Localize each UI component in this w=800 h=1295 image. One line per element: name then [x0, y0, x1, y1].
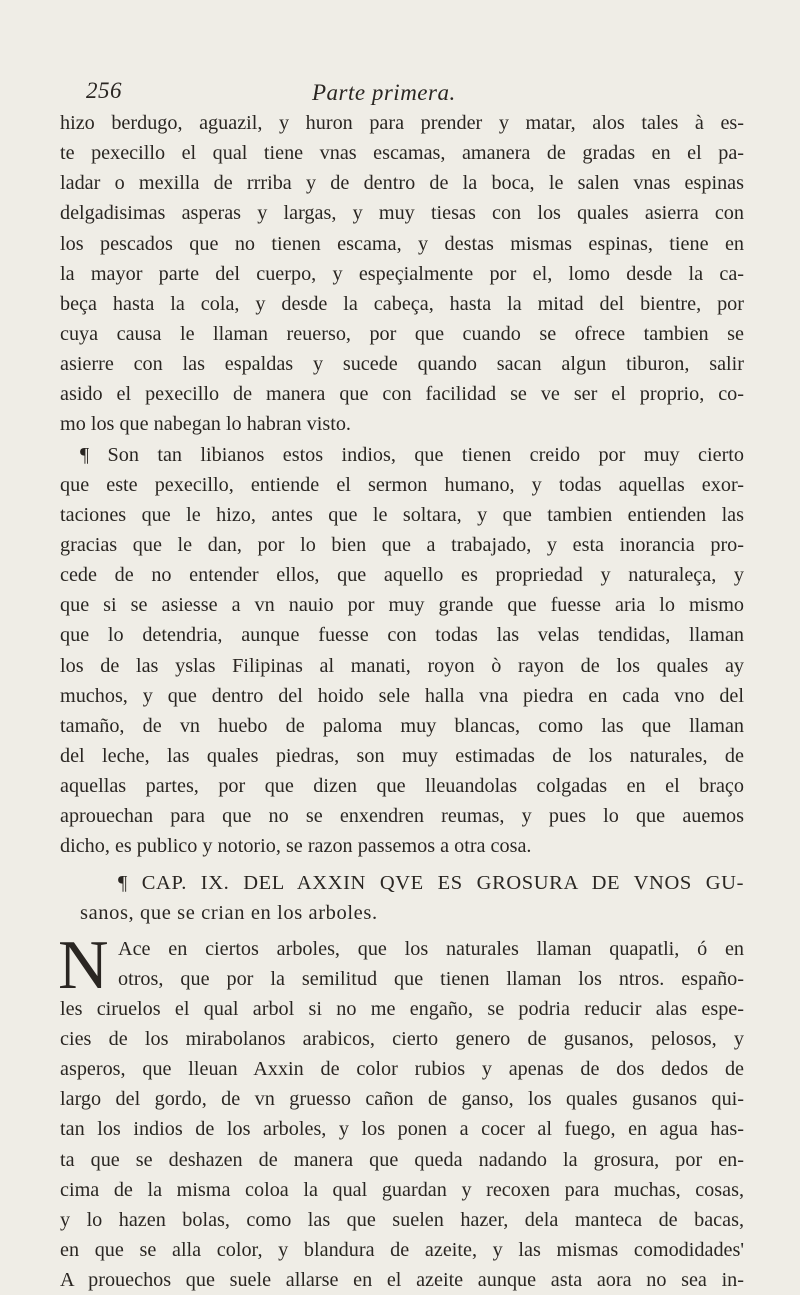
- drop-cap: N: [58, 926, 109, 1004]
- text-line: cima de la misma coloa la qual guardan y recoxen para muchas, cosas,: [60, 1178, 744, 1201]
- text-line: Ace en ciertos arboles, que los naturales llaman quapatli, ó en: [118, 937, 744, 960]
- text-line: los pescados que no tienen escama, y destas mismas espinas, tiene en: [60, 232, 744, 255]
- text-line: tan los indios de los arboles, y los ponen a cocer al fuego, en agua has-: [60, 1118, 744, 1141]
- paragraph-2: [60, 440, 744, 862]
- text-line: ladar o mexilla de rrriba y de dentro de la boca, le salen vnas espinas: [60, 172, 744, 195]
- text-line: y lo hazen bolas, como las que suelen hazer, dela manteca de bacas,: [60, 1208, 744, 1231]
- text-line: asperos, que lleuan Axxin de color rubios y apenas de dos dedos de: [60, 1058, 744, 1081]
- text-line: ta que se deshazen de manera que queda nadando la grosura, por en-: [60, 1148, 744, 1171]
- text-line: cede de no entender ellos, que aquello es propriedad y naturaleça, y: [60, 564, 744, 587]
- text-line: tamaño, de vn huebo de paloma muy blancas, como las que llaman: [60, 714, 744, 737]
- text-line: aprouechan para que no se enxendren reumas, y pues lo que auemos: [60, 805, 744, 828]
- text-line: asido el pexecillo de manera que con facilidad se ve ser el proprio, co-: [60, 383, 744, 406]
- text-line: muchos, y que dentro del hoido sele halla vna piedra en cada vno del: [60, 684, 744, 707]
- text-line: que lo detendria, aunque fuesse con todas las velas tendidas, llaman: [60, 624, 744, 647]
- body-text: [60, 108, 744, 1295]
- text-line: largo del gordo, de vn gruesso cañon de ganso, los quales gusanos qui-: [60, 1088, 744, 1111]
- text-line: cuya causa le llaman reuerso, por que cuando se ofrece tambien se: [60, 322, 744, 345]
- text-line: del leche, las quales piedras, son muy estimadas de los naturales, de: [60, 744, 744, 767]
- text-line: dicho, es publico y notorio, se razon passemos a otra cosa.: [60, 835, 532, 858]
- text-line: beça hasta la cola, y desde la cabeça, hasta la mitad del bientre, por: [60, 292, 744, 315]
- paragraph-3: [58, 926, 744, 1295]
- text-line: A prouechos que suele allarse en el azeite aunque asta aora no sea in-: [60, 1269, 744, 1292]
- text-line: que si se asiesse a vn nauio por muy grande que fuesse aria lo mismo: [60, 594, 744, 617]
- text-line: les ciruelos el qual arbol si no me engaño, se podria reducir alas espe-: [60, 997, 744, 1020]
- text-line: taciones que le hizo, antes que le soltara, y que tambien entienden las: [60, 503, 744, 526]
- running-head: Parte primera.: [312, 80, 456, 105]
- text-line: mo los que nabegan lo habran visto.: [60, 413, 351, 436]
- chapter-heading: [60, 868, 744, 928]
- text-line: hizo berdugo, aguazil, y huron para prender y matar, alos tales à es-: [60, 112, 744, 134]
- text-line: ¶ Son tan libianos estos indios, que tienen creido por muy cierto: [80, 443, 744, 466]
- chapter-subtitle: sanos, que se crian en los arboles.: [80, 901, 378, 924]
- text-line: gracias que le dan, por lo bien que a trabajado, y esta inorancia pro-: [60, 533, 744, 556]
- page-number: 256: [86, 78, 122, 103]
- text-line: te pexecillo el qual tiene vnas escamas, amanera de gradas en el pa-: [60, 142, 744, 165]
- text-line: la mayor parte del cuerpo, y espeçialmente por el, lomo desde la ca-: [60, 262, 744, 285]
- chapter-title: ¶ CAP. IX. DEL AXXIN QVE ES GROSURA DE VNOS GU-: [118, 871, 744, 894]
- text-line: los de las yslas Filipinas al manati, royon ò rayon de los quales ay: [60, 654, 744, 677]
- text-line: delgadisimas asperas y largas, y muy tiesas con los quales asierra con: [60, 202, 744, 225]
- text-line: aquellas partes, por que dizen que lleuandolas colgadas en el braço: [60, 775, 744, 798]
- text-line: cies de los mirabolanos arabicos, cierto genero de gusanos, pelosos, y: [60, 1027, 744, 1050]
- paragraph-1: [60, 108, 744, 440]
- page-header: [86, 78, 740, 108]
- text-line: asierre con las espaldas y sucede quando sacan algun tiburon, salir: [60, 353, 744, 376]
- text-line: otros, que por la semilitud que tienen llaman los ntros. españo-: [118, 967, 744, 990]
- text-line: que este pexecillo, entiende el sermon humano, y todas aquellas exor-: [60, 473, 744, 496]
- text-line: en que se alla color, y blandura de azeite, y las mismas comodidades': [60, 1238, 744, 1261]
